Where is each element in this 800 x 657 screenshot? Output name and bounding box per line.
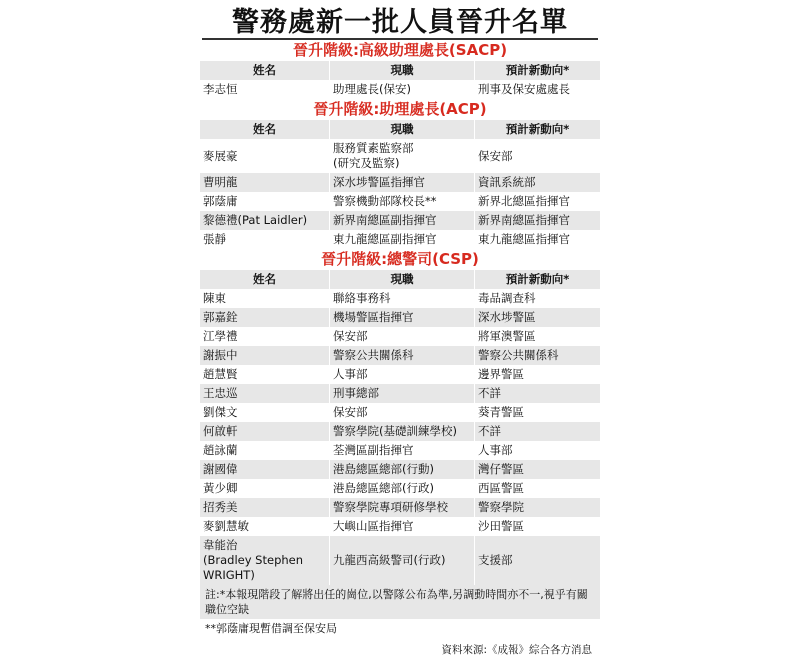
new-post-cell: 深水埗警區 [478, 310, 536, 324]
new-post-cell: 刑事及保安處處長 [478, 82, 570, 96]
new-post-cell: 毒品調查科 [478, 291, 536, 305]
current-post-cell: 保安部 [330, 403, 475, 422]
current-post-cell: 聯絡事務科 [330, 289, 475, 308]
table-row [200, 365, 600, 384]
current-post-cell: 深水埗警區指揮官 [330, 173, 475, 192]
column-header: 姓名 [200, 61, 330, 80]
name-cell: 郭嘉銓 [200, 308, 330, 327]
name-cell: 王忠巡 [200, 384, 330, 403]
current-post-cell: 大嶼山區指揮官 [330, 517, 475, 536]
name-cell: 郭蔭庸 [200, 192, 330, 211]
current-post-cell: 新界南總區副指揮官 [330, 211, 475, 230]
name-cell: 江學禮 [200, 327, 330, 346]
current-post-cell: 人事部 [330, 365, 475, 384]
name-cell: 曹明龍 [200, 173, 330, 192]
new-post-cell: 將軍澳警區 [478, 329, 536, 343]
new-post-cell: 資訊系統部 [478, 175, 536, 189]
table-row [200, 441, 600, 460]
table-row [200, 422, 600, 441]
new-post-cell: 人事部 [478, 443, 513, 457]
current-post-cell: 刑事總部 [330, 384, 475, 403]
table-row [200, 139, 600, 173]
column-header: 預計新動向* [505, 272, 570, 286]
section-heading: 晉升階級:總警司(CSP) [200, 249, 600, 270]
column-header: 預計新動向* [505, 122, 570, 136]
new-post-cell: 沙田警區 [478, 519, 524, 533]
table-row [200, 403, 600, 422]
current-post-cell: 服務質素監察部 (研究及監察) [330, 139, 475, 173]
new-post-cell: 西區警區 [478, 481, 524, 495]
footnote: 註:*本報現階段了解將出任的崗位,以警隊公布為準,另調動時間亦不一,視乎有關職位空缺 [200, 585, 600, 619]
new-post-cell: 支援部 [478, 553, 513, 567]
name-cell: 劉傑文 [200, 403, 330, 422]
table-row [200, 327, 600, 346]
name-cell: 趙慧賢 [200, 365, 330, 384]
table-row [200, 308, 600, 327]
new-post-cell: 邊界警區 [478, 367, 524, 381]
new-post-cell: 灣仔警區 [478, 462, 524, 476]
table-row [200, 460, 600, 479]
new-post-cell: 保安部 [478, 148, 513, 163]
column-header: 現職 [330, 120, 475, 139]
page-title: 警務處新一批人員晉升名單 [232, 7, 568, 38]
current-post-cell: 九龍西高級警司(行政) [330, 536, 475, 585]
table-row [200, 517, 600, 536]
new-post-cell: 警察公共關係科 [478, 348, 559, 362]
name-cell: 張靜 [200, 230, 330, 249]
section-heading: 晉升階級:高級助理處長(SACP) [200, 40, 600, 61]
column-header: 姓名 [200, 270, 330, 289]
current-post-cell: 荃灣區副指揮官 [330, 441, 475, 460]
column-header: 姓名 [200, 120, 330, 139]
name-cell: 陳東 [200, 289, 330, 308]
column-header: 現職 [330, 61, 475, 80]
name-cell: 招秀美 [200, 498, 330, 517]
table-header-row [200, 270, 600, 289]
table-row [200, 192, 600, 211]
table-row [200, 289, 600, 308]
footnote: **郭蔭庸現暫借調至保安局 [200, 619, 600, 638]
table-row [200, 479, 600, 498]
column-header: 預計新動向* [505, 63, 570, 77]
name-cell: 趙詠蘭 [200, 441, 330, 460]
promotion-table [200, 40, 600, 657]
table-header-row [200, 120, 600, 139]
current-post-cell: 東九龍總區副指揮官 [330, 230, 475, 249]
new-post-cell: 不詳 [478, 424, 501, 438]
current-post-cell: 港島總區總部(行政) [330, 479, 475, 498]
new-post-cell: 新界南總區指揮官 [478, 213, 570, 227]
table-row [200, 230, 600, 249]
table-header-row [200, 61, 600, 80]
name-cell: 謝國偉 [200, 460, 330, 479]
column-header: 現職 [330, 270, 475, 289]
source-credit: 資料來源:《成報》綜合各方消息 [441, 644, 592, 656]
current-post-cell: 港島總區總部(行動) [330, 460, 475, 479]
current-post-cell: 機場警區指揮官 [330, 308, 475, 327]
name-cell: 韋能治 (Bradley Stephen WRIGHT) [200, 536, 330, 585]
current-post-cell: 助理處長(保安) [330, 80, 475, 99]
promotion-list-document [200, 0, 600, 656]
table-row [200, 498, 600, 517]
section-heading: 晉升階級:助理處長(ACP) [200, 99, 600, 120]
table-row [200, 211, 600, 230]
current-post-cell: 警察機動部隊校長** [330, 192, 475, 211]
current-post-cell: 警察學院專項研修學校 [330, 498, 475, 517]
name-cell: 黎德禮(Pat Laidler) [200, 211, 330, 230]
name-cell: 麥劉慧敏 [200, 517, 330, 536]
new-post-cell: 不詳 [478, 386, 501, 400]
new-post-cell: 警察學院 [478, 500, 524, 514]
current-post-cell: 保安部 [330, 327, 475, 346]
name-cell: 麥展豪 [200, 139, 330, 173]
current-post-cell: 警察公共關係科 [330, 346, 475, 365]
new-post-cell: 新界北總區指揮官 [478, 194, 570, 208]
table-row [200, 536, 600, 585]
new-post-cell: 東九龍總區指揮官 [478, 232, 570, 246]
table-row [200, 384, 600, 403]
current-post-cell: 警察學院(基礎訓練學校) [330, 422, 475, 441]
table-row [200, 80, 600, 99]
name-cell: 謝振中 [200, 346, 330, 365]
notes-block [200, 585, 600, 638]
new-post-cell: 葵青警區 [478, 405, 524, 419]
name-cell: 黃少卿 [200, 479, 330, 498]
name-cell: 何啟軒 [200, 422, 330, 441]
name-cell: 李志恒 [200, 80, 330, 99]
table-row [200, 173, 600, 192]
table-row [200, 346, 600, 365]
